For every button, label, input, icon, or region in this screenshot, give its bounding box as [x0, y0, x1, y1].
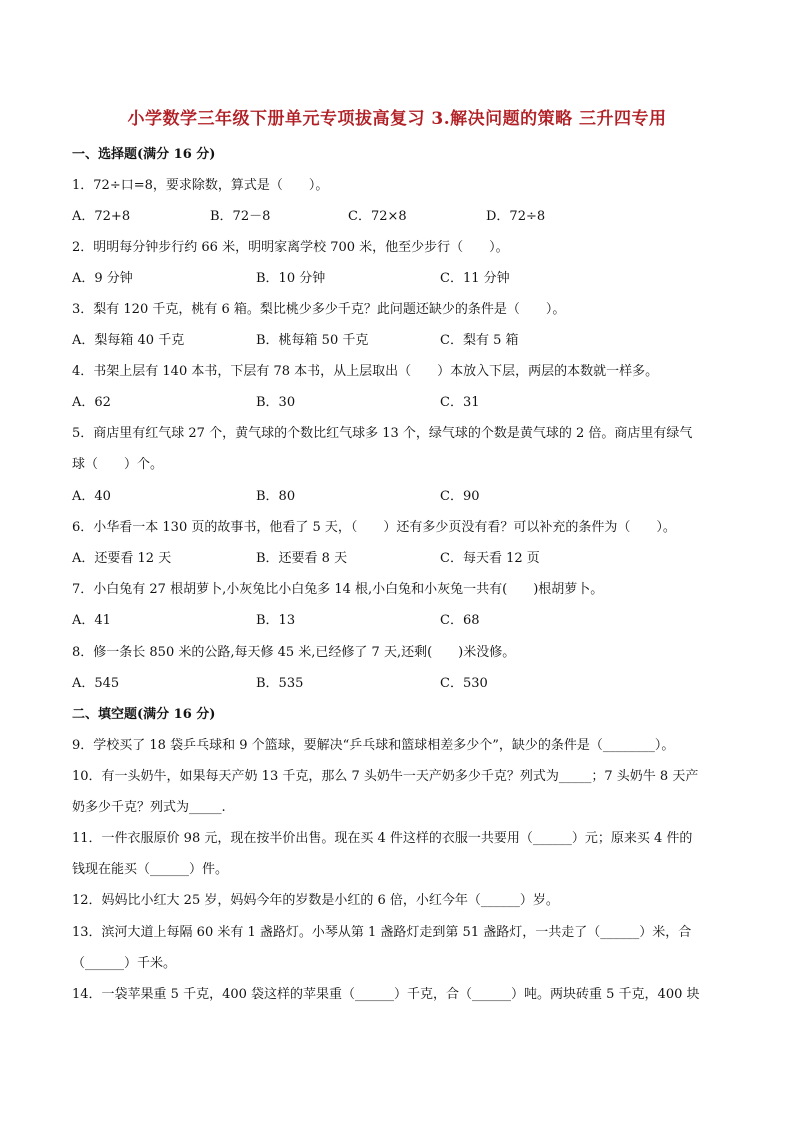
- question-stem: 8．修一条长 850 米的公路,每天修 45 米,已经修了 7 天,还剩( )米没修。: [72, 645, 516, 660]
- question-stem: 4．书架上层有 140 本书，下层有 78 本书，从上层取出（ ）本放入下层，两层的本数就一样多。: [72, 364, 659, 379]
- option-c: C．梨有 5 箱: [440, 333, 519, 348]
- option-b: B．535: [256, 676, 304, 691]
- option-c: C．90: [440, 489, 480, 504]
- question-stem: 1．72÷口=8，要求除数，算式是（ ）。: [72, 178, 329, 193]
- option-b: B．桃每箱 50 千克: [256, 333, 369, 348]
- question-stem: 5．商店里有红气球 27 个，黄气球的个数比红气球多 13 个，绿气球的个数是黄气球的 2 倍。商店里有绿气: [72, 426, 693, 441]
- section-heading-choice: 一、选择题(满分 16 分): [72, 147, 216, 162]
- page-title: 小学数学三年级下册单元专项拔高复习 3.解决问题的策略 三升四专用: [127, 109, 667, 129]
- option-c: C．11 分钟: [440, 271, 510, 286]
- option-a: A．62: [72, 395, 111, 410]
- option-a: A．72+8: [72, 209, 131, 224]
- fill-question-line: 13．滨河大道上每隔 60 米有 1 盏路灯。小琴从第 1 盏路灯走到第 51 盏路灯，一共走了（______）米，合: [72, 925, 692, 940]
- fill-question-line: 12．妈妈比小红大 25 岁，妈妈今年的岁数是小红的 6 倍，小红今年（______）岁。: [72, 893, 559, 908]
- fill-question-line: 14．一袋苹果重 5 千克，400 袋这样的苹果重（______）千克，合（______）吨。两块砖重 5 千克，400 块: [72, 987, 700, 1002]
- question-stem: 7．小白兔有 27 根胡萝卜,小灰兔比小白兔多 14 根,小白兔和小灰兔一共有( )根胡萝卜。: [72, 582, 604, 597]
- fill-question-line: 10．有一头奶牛，如果每天产奶 13 千克，那么 7 头奶牛一天产奶多少千克？列式为_____；7 头奶牛 8 天产: [72, 769, 699, 784]
- option-b: B．10 分钟: [256, 271, 326, 286]
- option-c: C．68: [440, 613, 480, 628]
- fill-question-line: 11．一件衣服原价 98 元，现在按半价出售。现在买 4 件这样的衣服一共要用（______）元；原来买 4 件的: [72, 831, 693, 846]
- section-heading-fill: 二、填空题(满分 16 分): [72, 707, 216, 722]
- option-a: A．40: [72, 489, 111, 504]
- option-a: A．还要看 12 天: [72, 551, 172, 566]
- question-stem: 6．小华看一本 130 页的故事书，他看了 5 天，（ ）还有多少页没有看？可以补充的条件为（ ）。: [72, 520, 676, 535]
- question-stem-continued: 球（ ）个。: [72, 457, 164, 472]
- option-a: A．545: [72, 676, 120, 691]
- option-b: B．13: [256, 613, 296, 628]
- fill-question-line: （______）千米。: [72, 956, 177, 971]
- option-c: C．72×8: [348, 209, 407, 224]
- option-c: C．31: [440, 395, 480, 410]
- option-d: D．72÷8: [486, 209, 546, 224]
- fill-question-line: 钱现在能买（______）件。: [72, 862, 229, 877]
- question-stem: 2．明明每分钟步行约 66 米，明明家离学校 700 米，他至少步行（ ）。: [72, 240, 509, 255]
- option-b: B．30: [256, 395, 296, 410]
- option-b: B．72－8: [210, 209, 271, 224]
- option-c: C．每天看 12 页: [440, 551, 540, 566]
- option-a: A．梨每箱 40 千克: [72, 333, 185, 348]
- option-b: B．还要看 8 天: [256, 551, 348, 566]
- option-b: B．80: [256, 489, 296, 504]
- option-c: C．530: [440, 676, 488, 691]
- option-a: A．9 分钟: [72, 271, 133, 286]
- option-a: A．41: [72, 613, 111, 628]
- question-stem: 3．梨有 120 千克，桃有 6 箱。梨比桃少多少千克？此问题还缺少的条件是（ ）。: [72, 302, 566, 317]
- fill-question-line: 9．学校买了 18 袋乒乓球和 9 个篮球，要解决“乒乓球和篮球相差多少个”，缺少的条件是（________）。: [72, 738, 675, 753]
- fill-question-line: 奶多少千克？列式为_____.: [72, 800, 226, 815]
